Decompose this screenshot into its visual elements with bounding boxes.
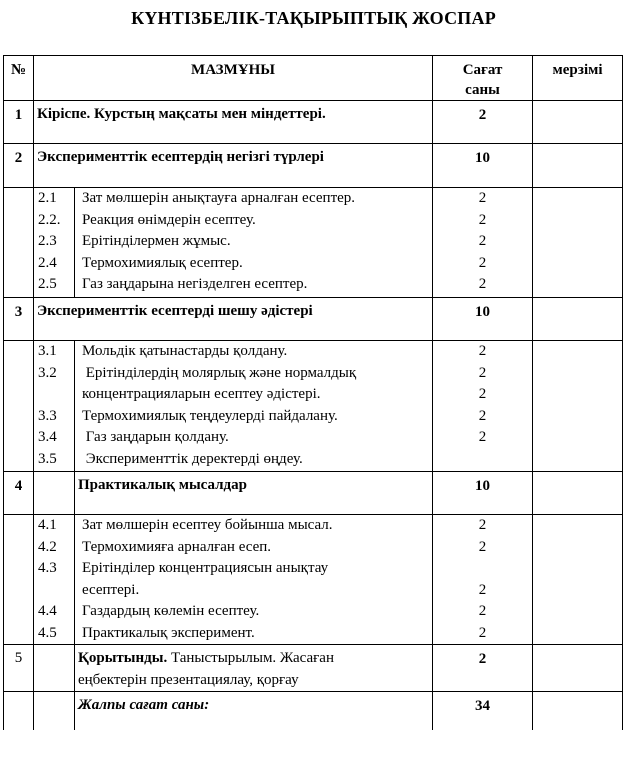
- header-hours-line1: Сағат: [462, 62, 503, 78]
- subsection-text: Эксперименттік деректерді өңдеу.: [82, 450, 303, 467]
- header-hours: [433, 56, 533, 101]
- total-label: Жалпы сағат саны:: [75, 692, 433, 730]
- total-hours: 34: [433, 692, 533, 730]
- subsection-hour: 2: [478, 407, 487, 424]
- section-number: 5: [4, 645, 34, 692]
- header-hours-line2: саны: [465, 82, 500, 98]
- section-row: [4, 472, 623, 515]
- section-title: Кіріспе. Курстың мақсаты мен міндеттері.: [34, 101, 433, 144]
- subsection-hour: 2: [478, 386, 487, 402]
- subsection-number: 4.3: [38, 560, 57, 576]
- section-number: 4: [4, 472, 34, 515]
- subsection-hour: 2: [478, 538, 487, 555]
- subsection-hour: 2: [478, 624, 487, 641]
- subsection-number: 4.1: [38, 517, 57, 533]
- header-deadline: мерзімі: [533, 56, 623, 101]
- subsection-text: Зат мөлшерін есептеу бойынша мысал.: [82, 517, 333, 533]
- subsection-number: 2.4: [38, 254, 57, 271]
- subsection-text: Термохимияға арналған есеп.: [82, 538, 272, 555]
- subsection-hours: [433, 515, 533, 645]
- subsection-block: [4, 515, 623, 645]
- subsection-hour: 2: [478, 190, 487, 206]
- subsection-text: Термохимиялық теңдеулерді пайдалану.: [82, 407, 338, 424]
- section-row: [4, 144, 623, 188]
- subsection-hour: 2: [478, 276, 487, 292]
- subsection-hour: 2: [478, 254, 487, 271]
- section-title: [75, 645, 433, 692]
- subsection-numbers: [34, 515, 75, 645]
- section-deadline: [533, 472, 623, 515]
- section-title-line2: еңбектерін презентациялау, қорғау: [78, 671, 299, 688]
- total-row: [4, 692, 623, 730]
- subsection-number: 2.5: [38, 276, 57, 292]
- section-deadline: [533, 298, 623, 341]
- section-row: [4, 298, 623, 341]
- subsection-hour: 2: [478, 603, 487, 619]
- section-title: Эксперименттік есептердің негізгі түрлері: [34, 144, 433, 188]
- subsection-text: Практикалық эксперимент.: [82, 624, 255, 641]
- section-row: [4, 101, 623, 144]
- subsection-hour: 2: [478, 429, 487, 445]
- subsection-number: 4.5: [38, 624, 57, 641]
- table-header-row: [4, 56, 623, 101]
- section-hours: 10: [433, 298, 533, 341]
- subsection-number: 3.4: [38, 429, 57, 445]
- subsection-number: 2.2.: [38, 211, 61, 228]
- section-title-rest: Таныстырылым. Жасаған: [167, 650, 334, 666]
- subsection-text: концентрацияларын есептеу әдістері.: [82, 386, 321, 402]
- subsection-text: Мольдік қатынастарды қолдану.: [82, 343, 288, 359]
- section-number: 1: [4, 101, 34, 144]
- subsection-hour: 2: [478, 211, 487, 228]
- section-number: 2: [4, 144, 34, 188]
- subsection-hours: [433, 188, 533, 298]
- subsection-number: 2.3: [38, 233, 57, 249]
- section-title: Практикалық мысалдар: [75, 472, 433, 515]
- header-num: №: [4, 56, 34, 101]
- header-content: МАЗМҰНЫ: [34, 56, 433, 101]
- subsection-hours: [433, 341, 533, 472]
- subsection-texts: [75, 341, 433, 472]
- section-deadline: [533, 645, 623, 692]
- section-title-bold: Қорытынды.: [78, 650, 168, 666]
- section-hours: 2: [433, 101, 533, 144]
- subsection-text: Ерітінділер концентрациясын анықтау: [82, 560, 329, 576]
- subsection-hour: 2: [478, 517, 487, 533]
- subsection-text: Ерітінділермен жұмыс.: [82, 233, 231, 249]
- subsection-text: Ерітінділердің молярлық және нормалдық: [82, 364, 357, 381]
- section-title: Эксперименттік есептерді шешу әдістері: [34, 298, 433, 341]
- subsection-text: Газ заңдарына негізделген есептер.: [82, 276, 308, 292]
- subsection-hour: 2: [478, 343, 487, 359]
- section-hours: 2: [433, 645, 533, 692]
- subsection-texts: [75, 188, 433, 298]
- subsection-numbers: [34, 188, 75, 298]
- subsection-hour: 2: [478, 364, 487, 381]
- section-number: 3: [4, 298, 34, 341]
- subsection-text: Термохимиялық есептер.: [82, 254, 243, 271]
- subsection-hour: 2: [478, 581, 487, 598]
- subsection-text: Зат мөлшерін анықтауға арналған есептер.: [82, 190, 356, 206]
- subsection-block: [4, 341, 623, 472]
- subsection-number: 2.1: [38, 190, 57, 206]
- section-hours: 10: [433, 144, 533, 188]
- subsection-text: Газ заңдарын қолдану.: [82, 429, 229, 445]
- subsection-number: 3.3: [38, 407, 57, 424]
- section-deadline: [533, 101, 623, 144]
- section-row: [4, 645, 623, 692]
- section-hours: 10: [433, 472, 533, 515]
- plan-table: [3, 55, 623, 730]
- subsection-text: Реакция өнімдерін есептеу.: [82, 211, 256, 228]
- subsection-block: [4, 188, 623, 298]
- subsection-numbers: [34, 341, 75, 472]
- subsection-number: 4.2: [38, 538, 57, 555]
- page-title: КҮНТІЗБЕЛІК-ТАҚЫРЫПТЫҚ ЖОСПАР: [131, 8, 496, 28]
- section-deadline: [533, 144, 623, 188]
- subsection-number: 3.2: [38, 364, 57, 381]
- subsection-number: 4.4: [38, 603, 57, 619]
- subsection-text: есептері.: [82, 581, 140, 598]
- subsection-text: Газдардың көлемін есептеу.: [82, 603, 260, 619]
- subsection-number: 3.5: [38, 450, 57, 467]
- subsection-texts: [75, 515, 433, 645]
- subsection-hour: 2: [478, 233, 487, 249]
- subsection-number: 3.1: [38, 343, 57, 359]
